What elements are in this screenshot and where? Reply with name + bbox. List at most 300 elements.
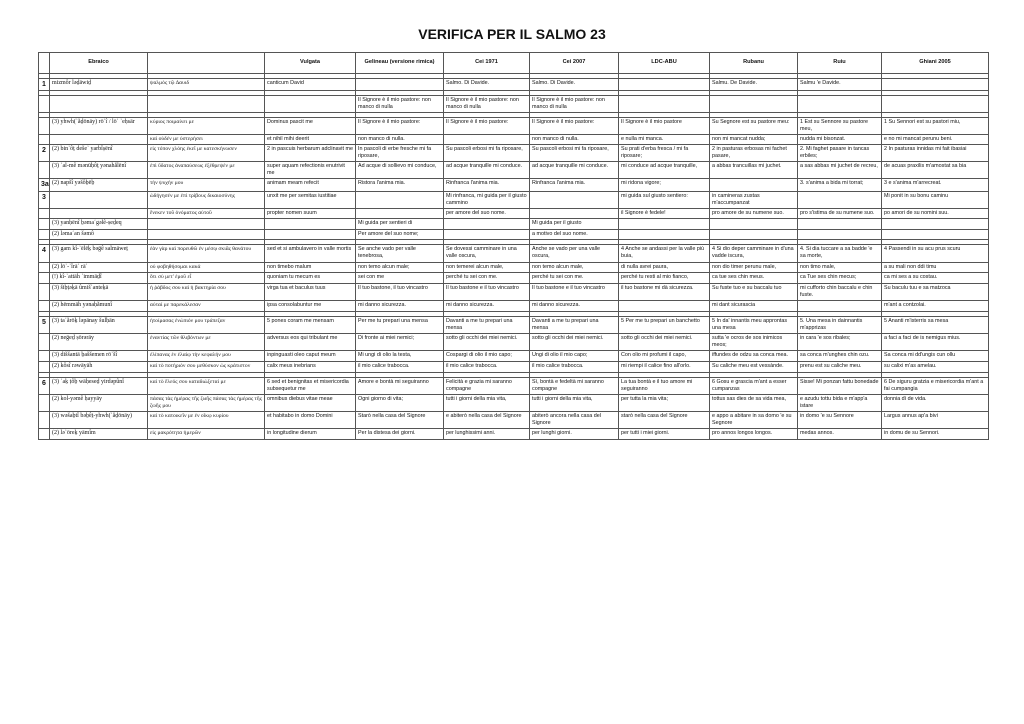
table-cell: canticum David bbox=[265, 79, 356, 91]
table-cell: Ad acque di sollievo mi conduce, bbox=[356, 162, 444, 179]
table-cell: Ungi di olio il mio capo; bbox=[530, 350, 619, 361]
table-cell bbox=[265, 229, 356, 240]
table-cell bbox=[39, 394, 50, 412]
table-cell: Su fuste tuo e su baccalu tuo bbox=[710, 284, 798, 301]
table-cell: 2 In pasturas innidas mi fait ibasiai bbox=[882, 145, 989, 162]
table-cell: 4. Si dia tuccare a sa badde 'e sa morte, bbox=[798, 245, 882, 262]
table-cell: Felicità e grazia mi saranno compagne bbox=[444, 377, 530, 394]
table-cell: 5 Per me tu prepari un banchetto bbox=[619, 316, 710, 333]
table-cell: in domu de su Sennori. bbox=[882, 429, 989, 440]
table-cell: Salmo. Di Davide. bbox=[530, 79, 619, 91]
table-row bbox=[39, 162, 989, 179]
table-cell bbox=[444, 229, 530, 240]
table-cell: il tuo bastone mi dà sicurezza. bbox=[619, 284, 710, 301]
table-row bbox=[39, 429, 989, 440]
table-cell: sotto gli occhi dei miei nemici. bbox=[444, 333, 530, 350]
table-cell: καὶ τὸ κατοικεῖν με ἐν οἴκῳ κυρίου bbox=[148, 412, 265, 429]
table-cell: 5 pones coram me mensam bbox=[265, 316, 356, 333]
table-cell: (3) yanḥēnî ḇəmaʿgəlê-ṣeḏeq bbox=[50, 218, 148, 229]
table-cell: In pascoli di erbe fresche mi fa riposare, bbox=[356, 145, 444, 162]
table-cell: Se dovessi camminare in una valle oscura, bbox=[444, 245, 530, 262]
table-cell: a faci a faci de is nemigus mius. bbox=[882, 333, 989, 350]
table-row bbox=[39, 179, 989, 191]
table-cell: (3) gam kî-ʾēlēḵ bəḡê salmāweṯ bbox=[50, 245, 148, 262]
table-cell: Per amore del suo nome; bbox=[356, 229, 444, 240]
table-cell: Per la distesa dei giorni. bbox=[356, 429, 444, 440]
table-cell: Con olio mi profumi il capo, bbox=[619, 350, 710, 361]
table-cell bbox=[619, 96, 710, 113]
table-cell: ca mi ses a su costau. bbox=[882, 273, 989, 284]
table-cell: a abbas trancuillas mi juchet. bbox=[710, 162, 798, 179]
table-cell: (2) ləmaʿan šəmô bbox=[50, 229, 148, 240]
table-cell bbox=[39, 301, 50, 312]
table-row bbox=[39, 96, 989, 113]
table-cell: e azudu tottu bida e m'app'a istare bbox=[798, 394, 882, 412]
table-cell: Sa conca mi dd'ungis cun ollu bbox=[882, 350, 989, 361]
table-cell: Se anche vado per valle tenebrosa, bbox=[356, 245, 444, 262]
table-cell bbox=[39, 135, 50, 145]
table-cell: unxit me per semitas iustitiae bbox=[265, 191, 356, 208]
table-cell bbox=[710, 96, 798, 113]
table-cell: Il Signore è il mio pastore: non manco di nulla bbox=[356, 96, 444, 113]
table-cell: starò nella casa del Signore bbox=[619, 412, 710, 429]
table-cell: κύριος ποιμαίνει με bbox=[148, 118, 265, 135]
table-cell: Il tuo bastone e il tuo vincastro bbox=[444, 284, 530, 301]
table-row bbox=[39, 394, 989, 412]
table-cell bbox=[39, 262, 50, 273]
table-cell: tutti i giorni della mia vita, bbox=[444, 394, 530, 412]
table-cell: Mi ungi di olio la testa, bbox=[356, 350, 444, 361]
table-cell: super aquam refectionis enutrivit me bbox=[265, 162, 356, 179]
table-cell bbox=[50, 96, 148, 113]
column-header: Ghiani 2005 bbox=[882, 53, 989, 74]
table-cell: καὶ τὸ ποτήριόν σου μεθύσκον ὡς κράτιστον bbox=[148, 361, 265, 372]
table-cell: (2) napšî yəšôḇēḇ bbox=[50, 179, 148, 191]
table-cell bbox=[619, 79, 710, 91]
table-cell bbox=[39, 284, 50, 301]
table-cell: 4 Passendi in su acu prus scuru bbox=[882, 245, 989, 262]
table-cell: mi dant sicurascia bbox=[710, 301, 798, 312]
table-cell: 6 De siguru gratzia e misericordia m'ant a fai cumpangia bbox=[882, 377, 989, 394]
table-cell: 2 in pascuis herbarum adclinavit me bbox=[265, 145, 356, 162]
table-cell: e nulla mi manca. bbox=[619, 135, 710, 145]
table-cell: (2) hēmmāh yənaḥămunî bbox=[50, 301, 148, 312]
table-cell: mi riempi il calice fino all'orlo. bbox=[619, 361, 710, 372]
table-cell: Mi ponit in su bonu caminu bbox=[882, 191, 989, 208]
table-cell: (2) neḡeḏ ṣōrərāy bbox=[50, 333, 148, 350]
table-cell: non manco di nulla. bbox=[356, 135, 444, 145]
table-cell: mizmôr ləḏāwiḏ bbox=[50, 79, 148, 91]
table-cell: εἰς τόπον χλόης ἐκεῖ με κατεσκήνωσεν bbox=[148, 145, 265, 162]
table-cell: Su pascoli erbosi mi fa riposare, bbox=[530, 145, 619, 162]
table-cell: Su pascoli erbosi mi fa riposare, bbox=[444, 145, 530, 162]
table-row bbox=[39, 208, 989, 218]
table-cell: a su mali non ddi timu bbox=[882, 262, 989, 273]
column-header bbox=[148, 53, 265, 74]
table-cell: Sisse! Mi ponzan fattu bonedade bbox=[798, 377, 882, 394]
table-cell: Sì, bontà e fedeltà mi saranno compagne bbox=[530, 377, 619, 394]
table-cell: οὐ φοβηθήσομαι κακά bbox=[148, 262, 265, 273]
table-cell: tutti i giorni della mia vita, bbox=[530, 394, 619, 412]
table-cell: (2) kôsî rəwāyāh bbox=[50, 361, 148, 372]
table-cell: 3. s'anima a bida mi torrat; bbox=[798, 179, 882, 191]
table-cell: (3) wəšaḇtî bəḇêṯ-yhwh(ʾăḏōnāy) bbox=[50, 412, 148, 429]
table-cell bbox=[39, 208, 50, 218]
table-cell: (3) šiḇṭəḵā ûmišʿanteḵā bbox=[50, 284, 148, 301]
table-cell: non timo male, bbox=[798, 262, 882, 273]
table-cell: pro s'istima de su numene suo. bbox=[798, 208, 882, 218]
column-header: Vulgata bbox=[265, 53, 356, 74]
table-cell bbox=[39, 218, 50, 229]
table-cell bbox=[265, 96, 356, 113]
table-cell bbox=[530, 191, 619, 208]
table-cell: ἡτοίμασας ἐνώπιόν μου τράπεζαν bbox=[148, 316, 265, 333]
table-cell: in cara 'e sos ribales; bbox=[798, 333, 882, 350]
table-cell: Salmu 'e Davide. bbox=[798, 79, 882, 91]
table-cell: 3 bbox=[39, 191, 50, 208]
table-cell: mi cufforto chin baccalu e chin fuste. bbox=[798, 284, 882, 301]
table-cell: Mi guida per sentieri di bbox=[356, 218, 444, 229]
table-cell: Ristora l'anima mia. bbox=[356, 179, 444, 191]
table-cell: 5 In da' innantis meu approntas una mesa bbox=[710, 316, 798, 333]
table-row bbox=[39, 79, 989, 91]
table-cell: non dio timer perunu male, bbox=[710, 262, 798, 273]
table-cell bbox=[356, 191, 444, 208]
table-cell: sei con me bbox=[356, 273, 444, 284]
column-header bbox=[39, 53, 50, 74]
table-cell: adversus eos qui tribulant me bbox=[265, 333, 356, 350]
table-body bbox=[39, 74, 989, 440]
table-cell: (3) ʿal-mê mənūḥôṯ yənahălēnî bbox=[50, 162, 148, 179]
table-cell: ad acque tranquille mi conduce. bbox=[444, 162, 530, 179]
table-row bbox=[39, 333, 989, 350]
column-header: Cei 2007 bbox=[530, 53, 619, 74]
table-cell bbox=[798, 229, 882, 240]
table-cell: 6 Gosu e grascia m'ant a esser cumpanzas bbox=[710, 377, 798, 394]
table-cell bbox=[710, 229, 798, 240]
table-cell: non timebo malum bbox=[265, 262, 356, 273]
table-cell: (2) lōʾ-ʾîrāʾ rāʿ bbox=[50, 262, 148, 273]
table-row bbox=[39, 229, 989, 240]
table-cell: a sas abbas mi juchet de recreu, bbox=[798, 162, 882, 179]
table-cell: et habitabo in domo Domini bbox=[265, 412, 356, 429]
table-cell bbox=[39, 361, 50, 372]
table-cell: ca Tue ses chin mecus; bbox=[798, 273, 882, 284]
table-cell bbox=[444, 218, 530, 229]
table-cell: mi danno sicurezza. bbox=[444, 301, 530, 312]
table-cell: 2 in pasturas erbosas mi fachet pasare, bbox=[710, 145, 798, 162]
table-row bbox=[39, 273, 989, 284]
table-cell bbox=[39, 229, 50, 240]
table-cell: ἐναντίας τῶν θλιβόντων με bbox=[148, 333, 265, 350]
table-cell: propter nomen suum bbox=[265, 208, 356, 218]
table-cell: per tutti i miei giorni. bbox=[619, 429, 710, 440]
table-cell bbox=[39, 96, 50, 113]
table-cell: po amori de su nomini suu. bbox=[882, 208, 989, 218]
table-cell: 4 bbox=[39, 245, 50, 262]
table-cell: Il Signore è il mio pastore: bbox=[356, 118, 444, 135]
table-cell: Davanti a me tu prepari una mensa bbox=[444, 316, 530, 333]
table-cell: Il tuo bastone e il tuo vincastro bbox=[530, 284, 619, 301]
table-row bbox=[39, 377, 989, 394]
table-cell: per amore del suo nome. bbox=[444, 208, 530, 218]
table-cell: di nulla avrei paura, bbox=[619, 262, 710, 273]
table-cell bbox=[882, 218, 989, 229]
table-cell: Il Signore è il mio pastore bbox=[619, 118, 710, 135]
table-cell: πάσας τὰς ἡμέρας τῆς ζωῆς πάσας τὰς ἡμέρας τῆς ζωῆς μου bbox=[148, 394, 265, 412]
table-cell: ἕνεκεν τοῦ ὀνόματος αὐτοῦ bbox=[148, 208, 265, 218]
table-cell: 6 bbox=[39, 377, 50, 394]
table-cell bbox=[39, 333, 50, 350]
table-cell: Rinfranca l'anima mia. bbox=[444, 179, 530, 191]
table-cell bbox=[148, 218, 265, 229]
table-cell: ἐλίπανας ἐν ἐλαίῳ τὴν κεφαλήν μου bbox=[148, 350, 265, 361]
table-cell: per tutta la mia vita; bbox=[619, 394, 710, 412]
table-cell: Dominus pascit me bbox=[265, 118, 356, 135]
table-cell: medas annos. bbox=[798, 429, 882, 440]
table-cell bbox=[444, 135, 530, 145]
table-cell: animam meam refecit bbox=[265, 179, 356, 191]
table-cell: Cospargi di olio il mio capo; bbox=[444, 350, 530, 361]
table-cell: perché tu sei con me. bbox=[444, 273, 530, 284]
table-cell: virga tua et baculus tuus bbox=[265, 284, 356, 301]
table-cell: 6 sed et benignitas et misericordia subsequetur me bbox=[265, 377, 356, 394]
table-cell: omnibus diebus vitae meae bbox=[265, 394, 356, 412]
table-cell bbox=[148, 96, 265, 113]
table-cell: ὡδήγησέν με ἐπὶ τρίβους δικαιοσύνης bbox=[148, 191, 265, 208]
table-cell: prenu est su caliche meu. bbox=[798, 361, 882, 372]
table-cell: mi guida sul giusto sentiero: bbox=[619, 191, 710, 208]
table-cell: sutta 'e ocros de sos inimicos meos; bbox=[710, 333, 798, 350]
table-cell: Di fronte ai miei nemici; bbox=[356, 333, 444, 350]
table-cell: Amore e bontà mi seguiranno bbox=[356, 377, 444, 394]
table-cell: abiterò ancora nella casa del Signore bbox=[530, 412, 619, 429]
table-cell: non temo alcun male, bbox=[530, 262, 619, 273]
table-cell: Salmu. De Davide. bbox=[710, 79, 798, 91]
table-cell bbox=[39, 162, 50, 179]
table-cell: il mio calice trabocca. bbox=[444, 361, 530, 372]
table-cell bbox=[619, 229, 710, 240]
table-row bbox=[39, 191, 989, 208]
table-cell bbox=[356, 79, 444, 91]
table-cell bbox=[710, 218, 798, 229]
table-cell: mi danno sicurezza. bbox=[356, 301, 444, 312]
table-row bbox=[39, 350, 989, 361]
table-cell: m'ant a contzolai. bbox=[882, 301, 989, 312]
table-row bbox=[39, 284, 989, 301]
table-cell: 5. Una mesa in dainnantis m'apprizas bbox=[798, 316, 882, 333]
table-cell: (3) yhwh(ʾăḏōnāy) rōʿî / lōʾ ʾeḥsār bbox=[50, 118, 148, 135]
table-cell: 3a bbox=[39, 179, 50, 191]
column-header: Rubanu bbox=[710, 53, 798, 74]
table-cell: ψαλμὸς τῷ Δαυιδ bbox=[148, 79, 265, 91]
table-cell: sotto gli occhi dei miei nemici. bbox=[619, 333, 710, 350]
table-row bbox=[39, 316, 989, 333]
table-cell: ὅτι σὺ μετ' ἐμοῦ εἶ bbox=[148, 273, 265, 284]
table-cell: 3 e s'anima m'arrecreat. bbox=[882, 179, 989, 191]
table-cell: Starò nella casa del Signore bbox=[356, 412, 444, 429]
column-header: Cei 1971 bbox=[444, 53, 530, 74]
table-cell: (2) kol-yəmê ḥayyāy bbox=[50, 394, 148, 412]
table-cell bbox=[882, 96, 989, 113]
table-cell: αὐταί με παρεκάλεσαν bbox=[148, 301, 265, 312]
table-cell: ca tue ses chin meus. bbox=[710, 273, 798, 284]
table-cell: per lunghissimi anni. bbox=[444, 429, 530, 440]
table-row bbox=[39, 135, 989, 145]
table-cell: 5 bbox=[39, 316, 50, 333]
table-cell: 2. Mi faghet pasare in tancas erbiles; bbox=[798, 145, 882, 162]
column-header: LDC-ABU bbox=[619, 53, 710, 74]
table-cell: εἰς μακρότητα ἡμερῶν bbox=[148, 429, 265, 440]
column-header: Ebraico bbox=[50, 53, 148, 74]
table-cell bbox=[882, 79, 989, 91]
table-cell: 2 bbox=[39, 145, 50, 162]
table-cell: mi ridona vigore; bbox=[619, 179, 710, 191]
header-row bbox=[39, 53, 989, 74]
table-cell: (!) kî-ʾattāh ʿimmāḏî bbox=[50, 273, 148, 284]
table-cell: sa conca m'unghes chin ozu. bbox=[798, 350, 882, 361]
table-cell: (3) ʾaḵ ṭôḇ wāḥeseḏ yirdəpûnî bbox=[50, 377, 148, 394]
table-cell: in longitudine dierum bbox=[265, 429, 356, 440]
table-cell: sed et si ambulavero in valle mortis bbox=[265, 245, 356, 262]
table-cell bbox=[530, 208, 619, 218]
table-cell: (2) binʾôṯ dešeʾ yarbîṣēnî bbox=[50, 145, 148, 162]
table-cell: τὴν ψυχήν μου bbox=[148, 179, 265, 191]
table-cell bbox=[356, 208, 444, 218]
table-cell bbox=[50, 208, 148, 218]
table-cell bbox=[39, 350, 50, 361]
table-cell: e appo a abitare in sa domo 'e su Segnore bbox=[710, 412, 798, 429]
table-cell: Il Signore è il mio pastore: bbox=[444, 118, 530, 135]
table-cell: Anche se vado per una valle oscura, bbox=[530, 245, 619, 262]
table-cell: in domo 'e su Sennore bbox=[798, 412, 882, 429]
table-cell: pro annos longos longos. bbox=[710, 429, 798, 440]
table-cell: non manco di nulla. bbox=[530, 135, 619, 145]
table-cell: ipsa consolabuntur me bbox=[265, 301, 356, 312]
table-row bbox=[39, 118, 989, 135]
table-cell: e no mi mancat perunu beni. bbox=[882, 135, 989, 145]
table-cell: de acuas praxilis m'amostat sa bia bbox=[882, 162, 989, 179]
table-cell bbox=[265, 218, 356, 229]
table-cell: καὶ οὐδέν με ὑστερήσει bbox=[148, 135, 265, 145]
table-cell bbox=[798, 191, 882, 208]
table-cell: (3) diššantā ḇaššemen rōʾšî bbox=[50, 350, 148, 361]
table-row bbox=[39, 245, 989, 262]
table-cell bbox=[39, 118, 50, 135]
table-cell: Ogni giorno di vita; bbox=[356, 394, 444, 412]
table-cell: Il Signore è il mio pastore: bbox=[530, 118, 619, 135]
table-cell: 1 Est su Sennore su pastore meu, bbox=[798, 118, 882, 135]
table-cell: non temo alcun male; bbox=[356, 262, 444, 273]
table-cell: et nihil mihi deerit bbox=[265, 135, 356, 145]
table-cell: il Signore è fedele! bbox=[619, 208, 710, 218]
table-cell: sotto gli occhi dei miei nemici. bbox=[530, 333, 619, 350]
table-row bbox=[39, 218, 989, 229]
table-cell bbox=[50, 191, 148, 208]
table-cell: in camineras zustas m'accumpanzat bbox=[710, 191, 798, 208]
table-cell: pro amore de su numene suo. bbox=[710, 208, 798, 218]
table-cell: non mi mancat nudda; bbox=[710, 135, 798, 145]
table-cell: mi conduce ad acque tranquille, bbox=[619, 162, 710, 179]
table-cell: Largus annus ap'a bivi bbox=[882, 412, 989, 429]
table-cell bbox=[39, 429, 50, 440]
table-cell bbox=[39, 273, 50, 284]
table-cell: (3) taʿărōḵ ləpānay šulḥān bbox=[50, 316, 148, 333]
table-cell: perché tu sei con me. bbox=[530, 273, 619, 284]
table-cell: e abiterò nella casa del Signore bbox=[444, 412, 530, 429]
table-cell: ἐὰν γὰρ καὶ πορευθῶ ἐν μέσῳ σκιᾶς θανάτου bbox=[148, 245, 265, 262]
table-row bbox=[39, 145, 989, 162]
table-cell: ἐπὶ ὕδατος ἀναπαύσεως ἐξέθρεψέν με bbox=[148, 162, 265, 179]
table-cell: il mio calice trabocca. bbox=[356, 361, 444, 372]
table-cell: ad acque tranquille mi conduce. bbox=[530, 162, 619, 179]
table-cell: 4 Si dio deper camminare in d'una vadde iscura, bbox=[710, 245, 798, 262]
table-cell: su calixi m'as amelau. bbox=[882, 361, 989, 372]
table-cell bbox=[798, 96, 882, 113]
table-cell: Rinfranca l'anima mia. bbox=[530, 179, 619, 191]
table-cell: (2) ləʾōreḵ yāmîm bbox=[50, 429, 148, 440]
page-title: VERIFICA PER IL SALMO 23 bbox=[418, 26, 606, 42]
table-cell: inpinguasti oleo caput meum bbox=[265, 350, 356, 361]
table-cell: Il Signore è il mio pastore: non manco di nulla bbox=[530, 96, 619, 113]
table-cell: Mi guida per il giusto bbox=[530, 218, 619, 229]
column-header: Gelineau (versione rimica) bbox=[356, 53, 444, 74]
table-cell bbox=[798, 218, 882, 229]
verification-table bbox=[38, 52, 989, 440]
table-cell: perché tu resti al mio fianco, bbox=[619, 273, 710, 284]
table-row bbox=[39, 412, 989, 429]
table-cell: καὶ τὸ ἔλεός σου καταδιώξεταί με bbox=[148, 377, 265, 394]
column-header: Ruiu bbox=[798, 53, 882, 74]
table-cell: non temerei alcun male, bbox=[444, 262, 530, 273]
table-cell: Il Signore è il mio pastore: non manco di nulla bbox=[444, 96, 530, 113]
table-cell bbox=[148, 229, 265, 240]
table-cell: Su prati d'erba fresca / mi fa riposare; bbox=[619, 145, 710, 162]
table-cell: a motivo del suo nome. bbox=[530, 229, 619, 240]
table-row bbox=[39, 262, 989, 273]
table-cell bbox=[710, 179, 798, 191]
table-cell: Salmo. Di Davide. bbox=[444, 79, 530, 91]
table-cell: Il tuo bastone, il tuo vincastro bbox=[356, 284, 444, 301]
table-row bbox=[39, 361, 989, 372]
table-cell: quoniam tu mecum es bbox=[265, 273, 356, 284]
table-cell: Per me tu prepari una mensa bbox=[356, 316, 444, 333]
table-cell bbox=[619, 218, 710, 229]
table-cell: Su Segnore est su pastore meu: bbox=[710, 118, 798, 135]
table-cell: tottus sas dies de sa vida mea, bbox=[710, 394, 798, 412]
table-cell: mi danno sicurezza. bbox=[530, 301, 619, 312]
table-row bbox=[39, 301, 989, 312]
table-cell: donnia dì de vida. bbox=[882, 394, 989, 412]
table-cell: 1 Su Sennori est su pastori miu, bbox=[882, 118, 989, 135]
table-cell: per lunghi giorni. bbox=[530, 429, 619, 440]
table-cell: Davanti a me tu prepari una mensa bbox=[530, 316, 619, 333]
table-cell: iffundes de odzu sa conca mea. bbox=[710, 350, 798, 361]
table-cell: il mio calice trabocca. bbox=[530, 361, 619, 372]
table-cell bbox=[798, 301, 882, 312]
table-cell bbox=[882, 229, 989, 240]
table-cell bbox=[39, 412, 50, 429]
table-cell: 4 Anche se andassi per la valle più buia, bbox=[619, 245, 710, 262]
table-cell bbox=[619, 301, 710, 312]
table-cell bbox=[50, 135, 148, 145]
table-cell: La tua bontà e il tuo amore mi seguiranno bbox=[619, 377, 710, 394]
table-cell: nudda mi bisonzat. bbox=[798, 135, 882, 145]
table-cell: calix meus inebrians bbox=[265, 361, 356, 372]
table-cell: Su caliche meu est vessànde. bbox=[710, 361, 798, 372]
table-cell: Su baculu tuu e sa matzoca bbox=[882, 284, 989, 301]
table-cell: ἡ ῥάβδος σου καὶ ἡ βακτηρία σου bbox=[148, 284, 265, 301]
